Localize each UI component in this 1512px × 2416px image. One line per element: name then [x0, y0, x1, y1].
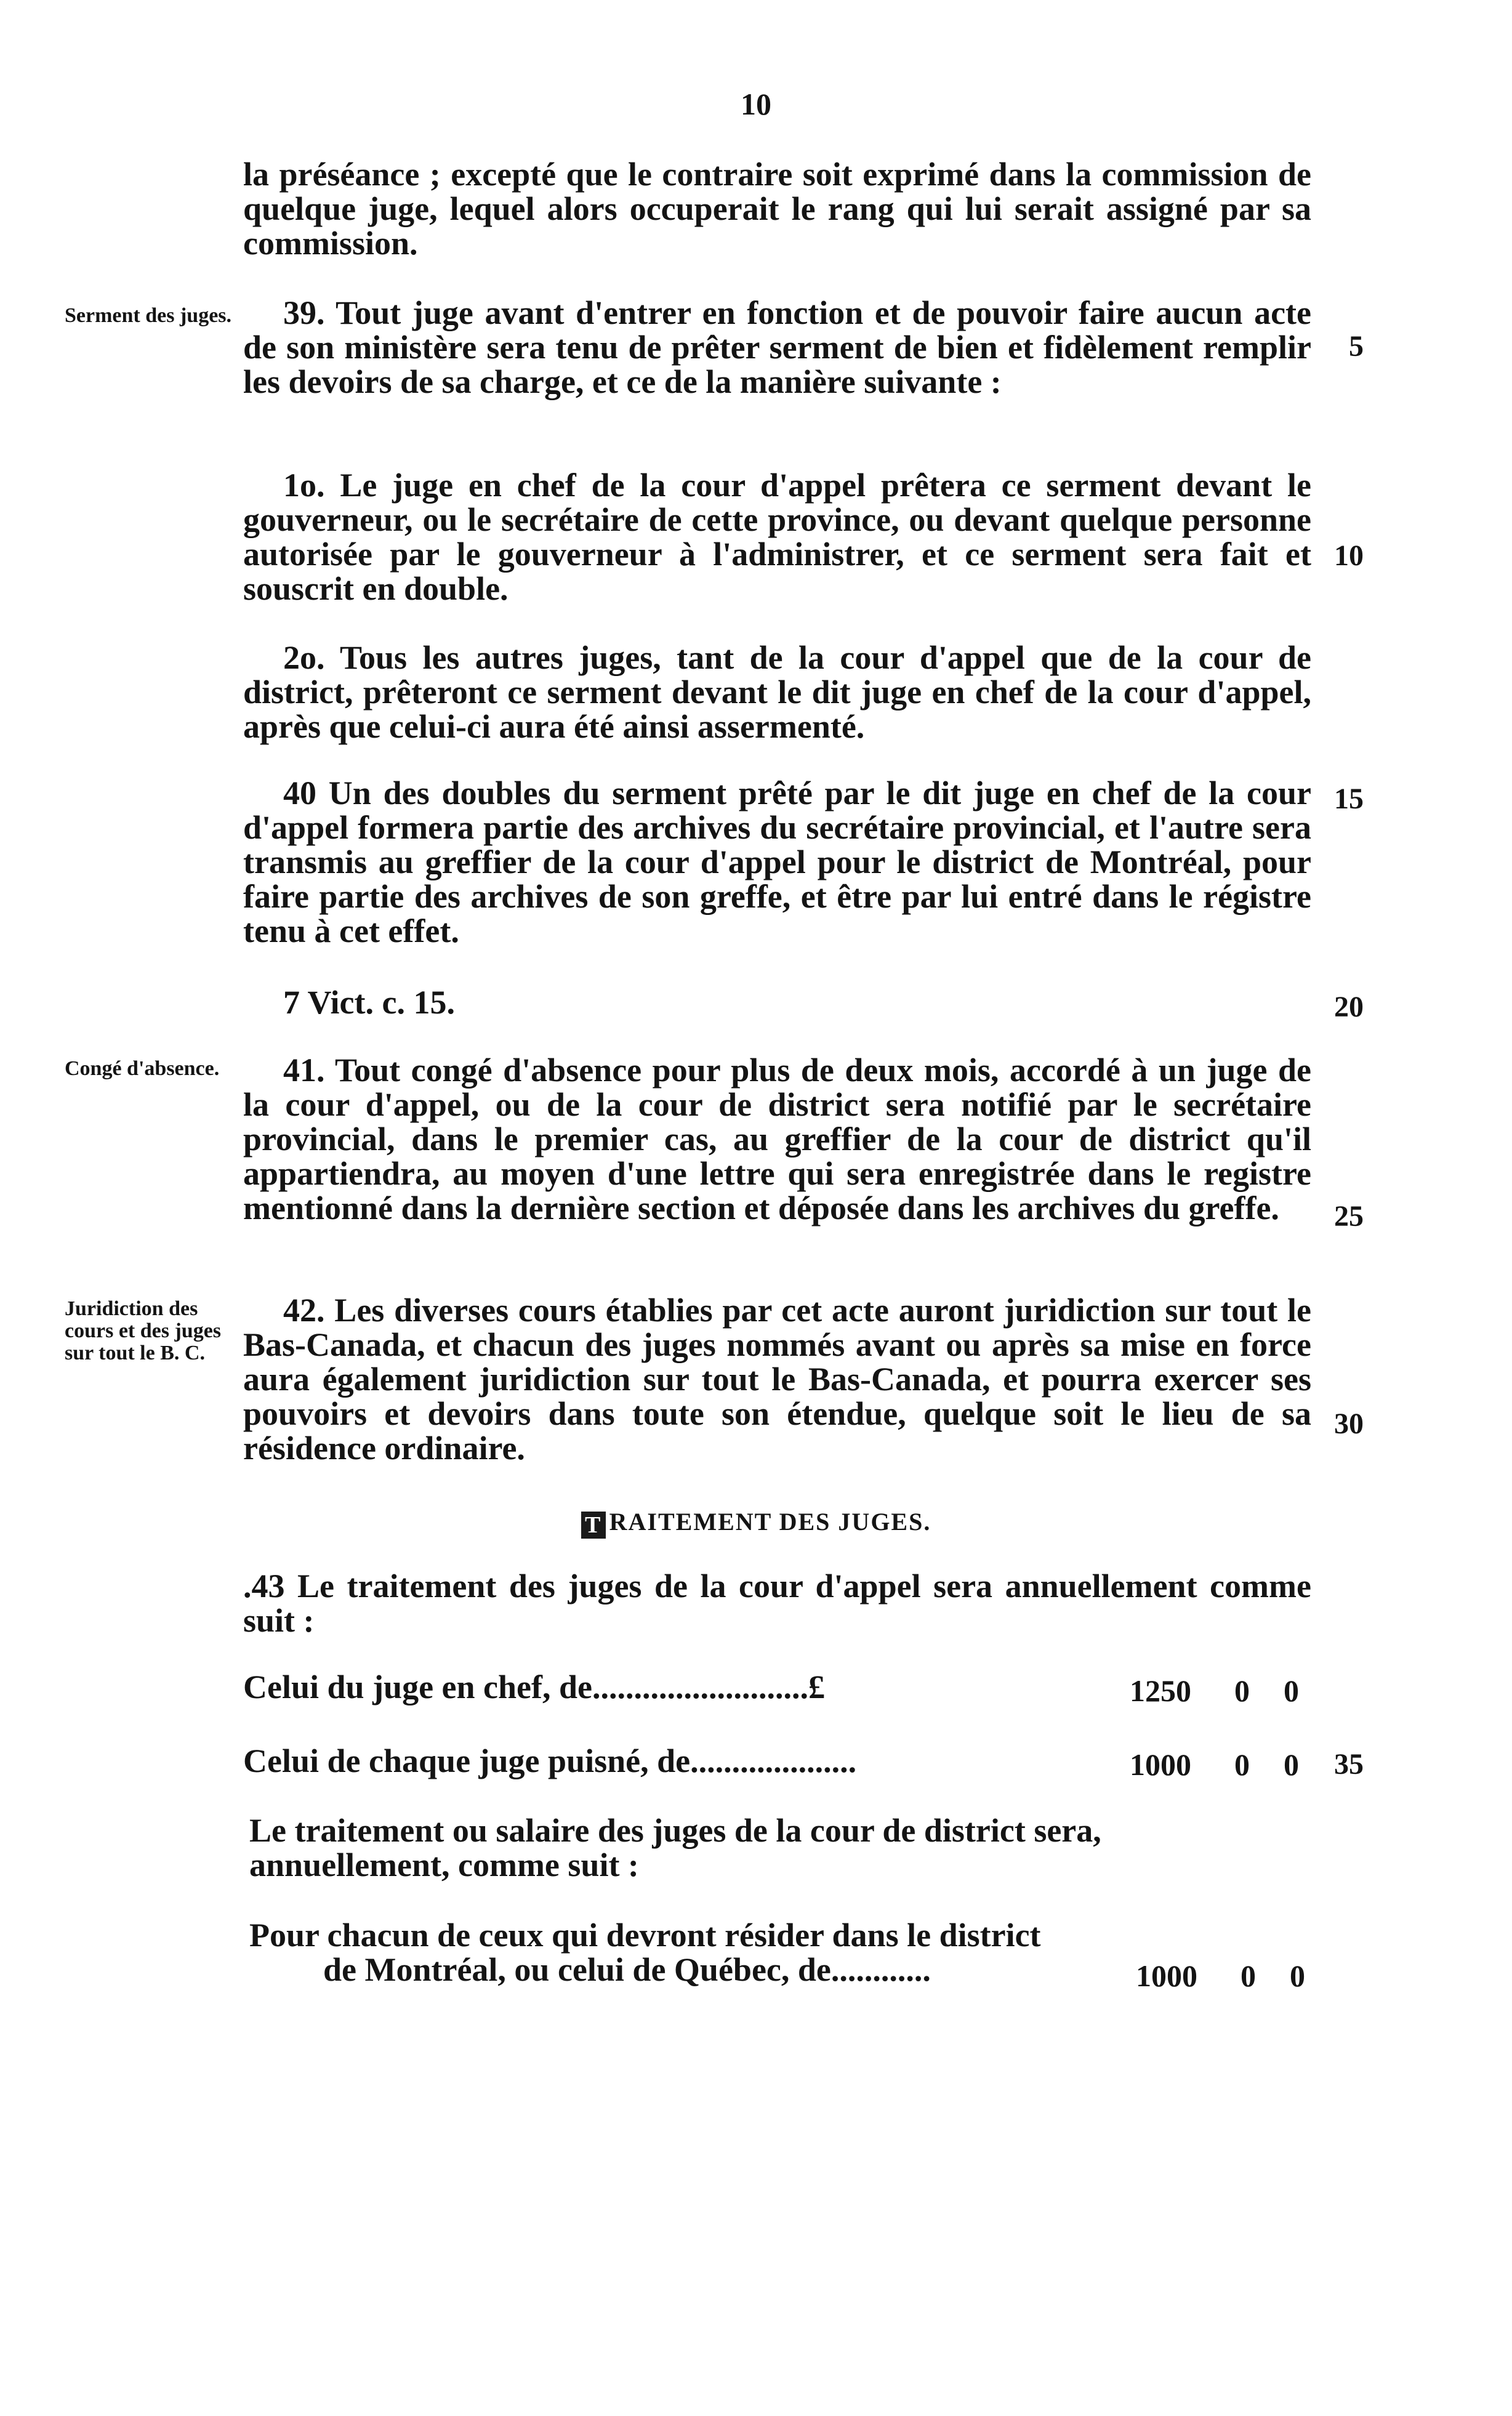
salary-shillings: 0 [1234, 1747, 1250, 1782]
line-number: 30 [1334, 1407, 1364, 1440]
margin-note-juridiction: Juridiction des cours et des juges sur tout le B. C. [65, 1297, 222, 1364]
citation: 7 Vict. c. 15. [283, 984, 455, 1021]
paragraph-district-intro: Le traitement ou salaire des juges de la cour de district sera, annuellement, comme suit : [249, 1812, 1101, 1883]
line-number: 5 [1349, 330, 1364, 363]
salary-label-line2: de Montréal, ou celui de Québec, de............ [323, 1951, 931, 1988]
paragraph-2o: 2o. Tous les autres juges, tant de la cour d'appel que de la cour de district, prêteront ce serment devant le dit juge en chef de la cour d'appel, après que celui-ci aura été ainsi assermenté. [243, 639, 1311, 745]
line-number: 15 [1334, 783, 1364, 815]
paragraph-41: 41. Tout congé d'absence pour plus de deux mois, accordé à un juge de la cour d'appel, ou de la cour de district sera notifié par le secrétaire provincial, dans le premier cas, au greffier de la cour de district qu'il appartiendra, au moyen d'une lettre qui sera enregistrée dans le registre mentionné dans la dernière section et déposée dans les archives du greffe. [243, 1052, 1311, 1226]
paragraph-42: 42. Les diverses cours établies par cet acte auront juridiction sur tout le Bas-Canada, et chacun des juges nommés avant ou après sa mise en force aura également juridiction sur tout le Bas-Canada, et pourra exercer ses pouvoirs et devoirs dans toute son étendue, quelque soit le lieu de sa résidence ordinaire. [243, 1292, 1311, 1467]
ornamental-initial: T [581, 1512, 606, 1539]
salary-pence: 0 [1284, 1747, 1299, 1782]
paragraph-40: 40 Un des doubles du serment prêté par le dit juge en chef de la cour d'appel formera partie des archives du secrétaire provincial, et l'autre sera transmis au greffier de la cour d'appel pour le district de Montréal, pour faire partie des archives de son greffe, et être par lui entré dans le régistre tenu à cet effet. [243, 775, 1311, 949]
paragraph-1o: 1o. Le juge en chef de la cour d'appel prêtera ce serment devant le gouverneur, ou le secrétaire de cette province, ou devant quelque personne autorisée par le gouverneur à l'administrer, et ce serment sera fait et souscrit en double. [243, 467, 1311, 607]
margin-note-serment: Serment des juges. [65, 304, 232, 327]
salary-label-line1: Pour chacun de ceux qui devront résider dans le district [249, 1917, 1041, 1954]
margin-note-conge: Congé d'absence. [65, 1057, 220, 1080]
salary-pounds: 1250 [1130, 1673, 1191, 1708]
salary-label: Celui du juge en chef, de..........................£ [243, 1669, 825, 1705]
line-number: 10 [1334, 539, 1364, 572]
salary-shillings: 0 [1234, 1673, 1250, 1708]
section-heading [0, 1507, 1512, 1539]
salary-pounds: 1000 [1130, 1747, 1191, 1782]
salary-label: Celui de chaque juge puisné, de.................... [243, 1742, 857, 1779]
page-number: 10 [741, 87, 771, 121]
paragraph-39: 39. Tout juge avant d'entrer en fonction et de pouvoir faire aucun acte de son ministère sera tenu de prêter serment de bien et fidèlement remplir les devoirs de sa charge, et ce de la manière suivante : [243, 294, 1311, 400]
line-number: 25 [1334, 1200, 1364, 1233]
salary-shillings: 0 [1241, 1959, 1256, 1993]
line-number: 20 [1334, 991, 1364, 1023]
salary-pounds: 1000 [1136, 1959, 1197, 1993]
section-heading-text: RAITEMENT DES JUGES. [609, 1508, 931, 1536]
line-number: 35 [1334, 1748, 1364, 1781]
salary-pence: 0 [1290, 1959, 1305, 1993]
paragraph-43: .43 Le traitement des juges de la cour d'appel sera annuellement comme suit : [243, 1568, 1311, 1639]
salary-pence: 0 [1284, 1673, 1299, 1708]
paragraph-preseance: la préséance ; excepté que le contraire soit exprimé dans la commission de quelque juge, lequel alors occuperait le rang qui lui serait assigné par sa commission. [243, 156, 1311, 262]
